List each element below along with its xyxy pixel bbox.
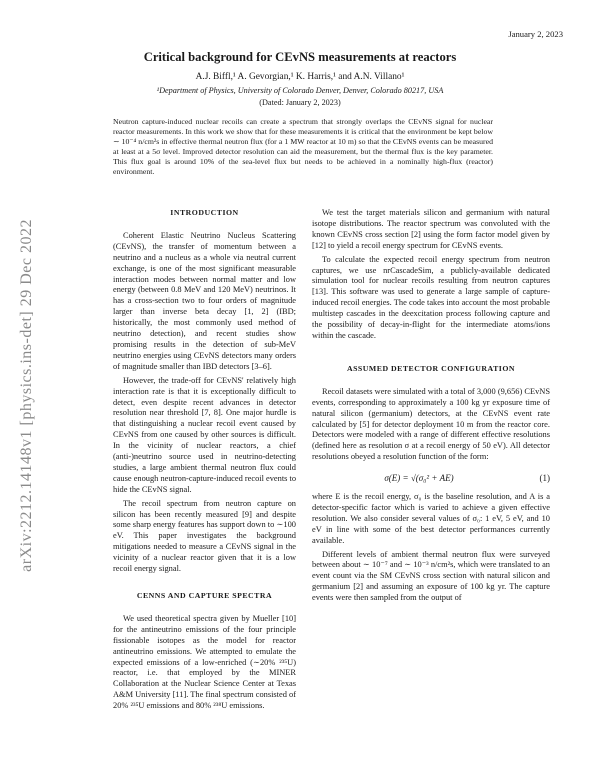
equation-text: σ(E) = √(σ₀² + AE)	[384, 473, 454, 484]
intro-paragraph-2: However, the trade-off for CEvNS' relatively high interaction rate is that it is exceptionally difficult to detect, even despite recent advances in detector resolution near threshold [7, 8]. One major hurdle is that distinguishing a nuclear recoil event caused by CEvNS from one caused by other sources is difficult. In the vicinity of nuclear reactors, a chief (anti-)neutrino source used in neutrino-detecting studies, a large ambient thermal neutron flux could cause enough neutron-capture-induced recoil events to hide the CEvNS signal.	[113, 375, 297, 494]
section-heading-spectra: CENNS AND CAPTURE SPECTRA	[136, 591, 273, 600]
paper-title: Critical background for CEvNS measurements at reactors	[143, 50, 457, 64]
detector-paragraph-3: Different levels of ambient thermal neutron flux were surveyed between about ∼ 10⁻⁷ and ∼ 10⁻³ n/cm²s, which were translated to an event count via the SM CEvNS cross section with natural silicon and germanium [2] and assuming an exposure of 100 kg yr. The capture events were then sampled from the output of	[312, 549, 550, 603]
arxiv-identifier-text: arXiv:2212.14148v1 [physics.ins-det] 29 Dec 2022	[18, 218, 35, 572]
method-paragraph-2: To calculate the expected recoil energy spectrum from neutron captures, we use nrCascadeSim, a publicly-available dedicated simulation tool for nuclear recoils resulting from neutron captures [13]. This software was used to generate a large sample of capture-induced recoil energies. The code takes into account the most probable multistep cascades in the deexcitation process following capture and the possibility of decay-in-flight for the intermediate atoms/ions within the cascade.	[312, 254, 550, 340]
right-column	[312, 208, 550, 607]
intro-paragraph-3: The recoil spectrum from neutron capture on silicon has been recently measured [9] and despite some sharp energy features has support down to ∼100 eV. This paper investigates the background mitigations needed to measure a CEvNS signal in the vicinity of a nuclear reactor given that it is a low recoil energy signal.	[113, 498, 296, 574]
resolution-equation	[312, 473, 550, 484]
section-heading-detector: ASSUMED DETECTOR CONFIGURATION	[346, 363, 516, 373]
intro-paragraph-1: Coherent Elastic Neutrino Nucleus Scattering (CEvNS), the transfer of momentum between a neutrino and a nucleus as a whole via neutral current exchange, is one of the most significant measurable interaction modes between normal matter and low energy (between 0.8 MeV and 120 MeV) neutrinos. It has a cross-section two to four orders of magnitude larger than inverse beta decay [1, 2] (IBD; historically, the most commonly used method of neutrino detection), and recent studies show promising results in the detection of sub-MeV neutrino energies using CEvNS detectors many orders of magnitude smaller than IBD detectors [3–6].	[113, 230, 296, 371]
detector-paragraph-1: Recoil datasets were simulated with a total of 3,000 (9,656) CEvNS events, corresponding to approximately a 100 kg yr exposure time of natural silicon (germanium) detectors, at the CEvNS event rate calculated by [5] for detector deployment 10 m from the reactor core. Detectors were modeled with a range of different effective resolutions (defined here as resolution σ at a recoil energy of 50 eV). All detector resolutions obeyed a resolution function of the form:	[312, 386, 550, 462]
author-affiliation: ¹Department of Physics, University of Colorado Denver, Denver, Colorado 80217, USA	[156, 86, 444, 95]
arxiv-identifier-stamp	[10, 185, 44, 605]
method-paragraph-1: We test the target materials silicon and germanium with natural isotope distributions. The reactor spectrum was convoluted with the known CEvNS cross section [2] using the form factor model given by [12] to yield a recoil energy spectrum for CEvNS events.	[312, 208, 550, 250]
header-date: January 2, 2023	[508, 29, 563, 39]
detector-paragraph-2: where E is the recoil energy, σ₀ is the baseline resolution, and A is a detector-specific factor which is varied to achieve a given effective resolution. We also consider several values of σ₀: 1 eV, 5 eV, and 10 eV in line with some of the best detector performances currently available.	[312, 492, 550, 545]
section-heading-introduction: INTRODUCTION	[170, 208, 239, 217]
spectra-paragraph-1: We used theoretical spectra given by Mueller [10] for the antineutrino emissions of the four principle fissionable isotopes as the model for reactor antineutrino emissions. We attempted to emulate the expected emissions of a low-enriched (∼20% ²³⁵U) reactor, i.e. that employed by the MINER Collaboration at the Nuclear Science Center at Texas A&M University [11]. The final spectrum consisted of 20% ²³⁵U emissions and 80% ²³⁸U emissions.	[113, 613, 296, 711]
equation-number: (1)	[539, 473, 550, 484]
dated-line: (Dated: January 2, 2023)	[259, 98, 341, 107]
left-column	[113, 208, 296, 715]
abstract: Neutron capture-induced nuclear recoils can create a spectrum that strongly overlaps the CEvNS signal for nuclear reactor measurements. In this work we show that for these measurements it is critical that the environment be kept below ∼ 10⁻⁴ n/cm²s in effective thermal neutron flux (for a 1 MW reactor at 10 m) so that the CEvNS events can be measured at least at a 5σ level. Improved detector resolution can aid the measurement, but the thermal flux is the key parameter. This flux goal is around 10% of the sea-level flux but needs to be achieved in a nominally high-flux (reactor) environment.	[113, 117, 493, 176]
author-list: A.J. Biffl,¹ A. Gevorgian,¹ K. Harris,¹ and A.N. Villano¹	[195, 72, 405, 82]
